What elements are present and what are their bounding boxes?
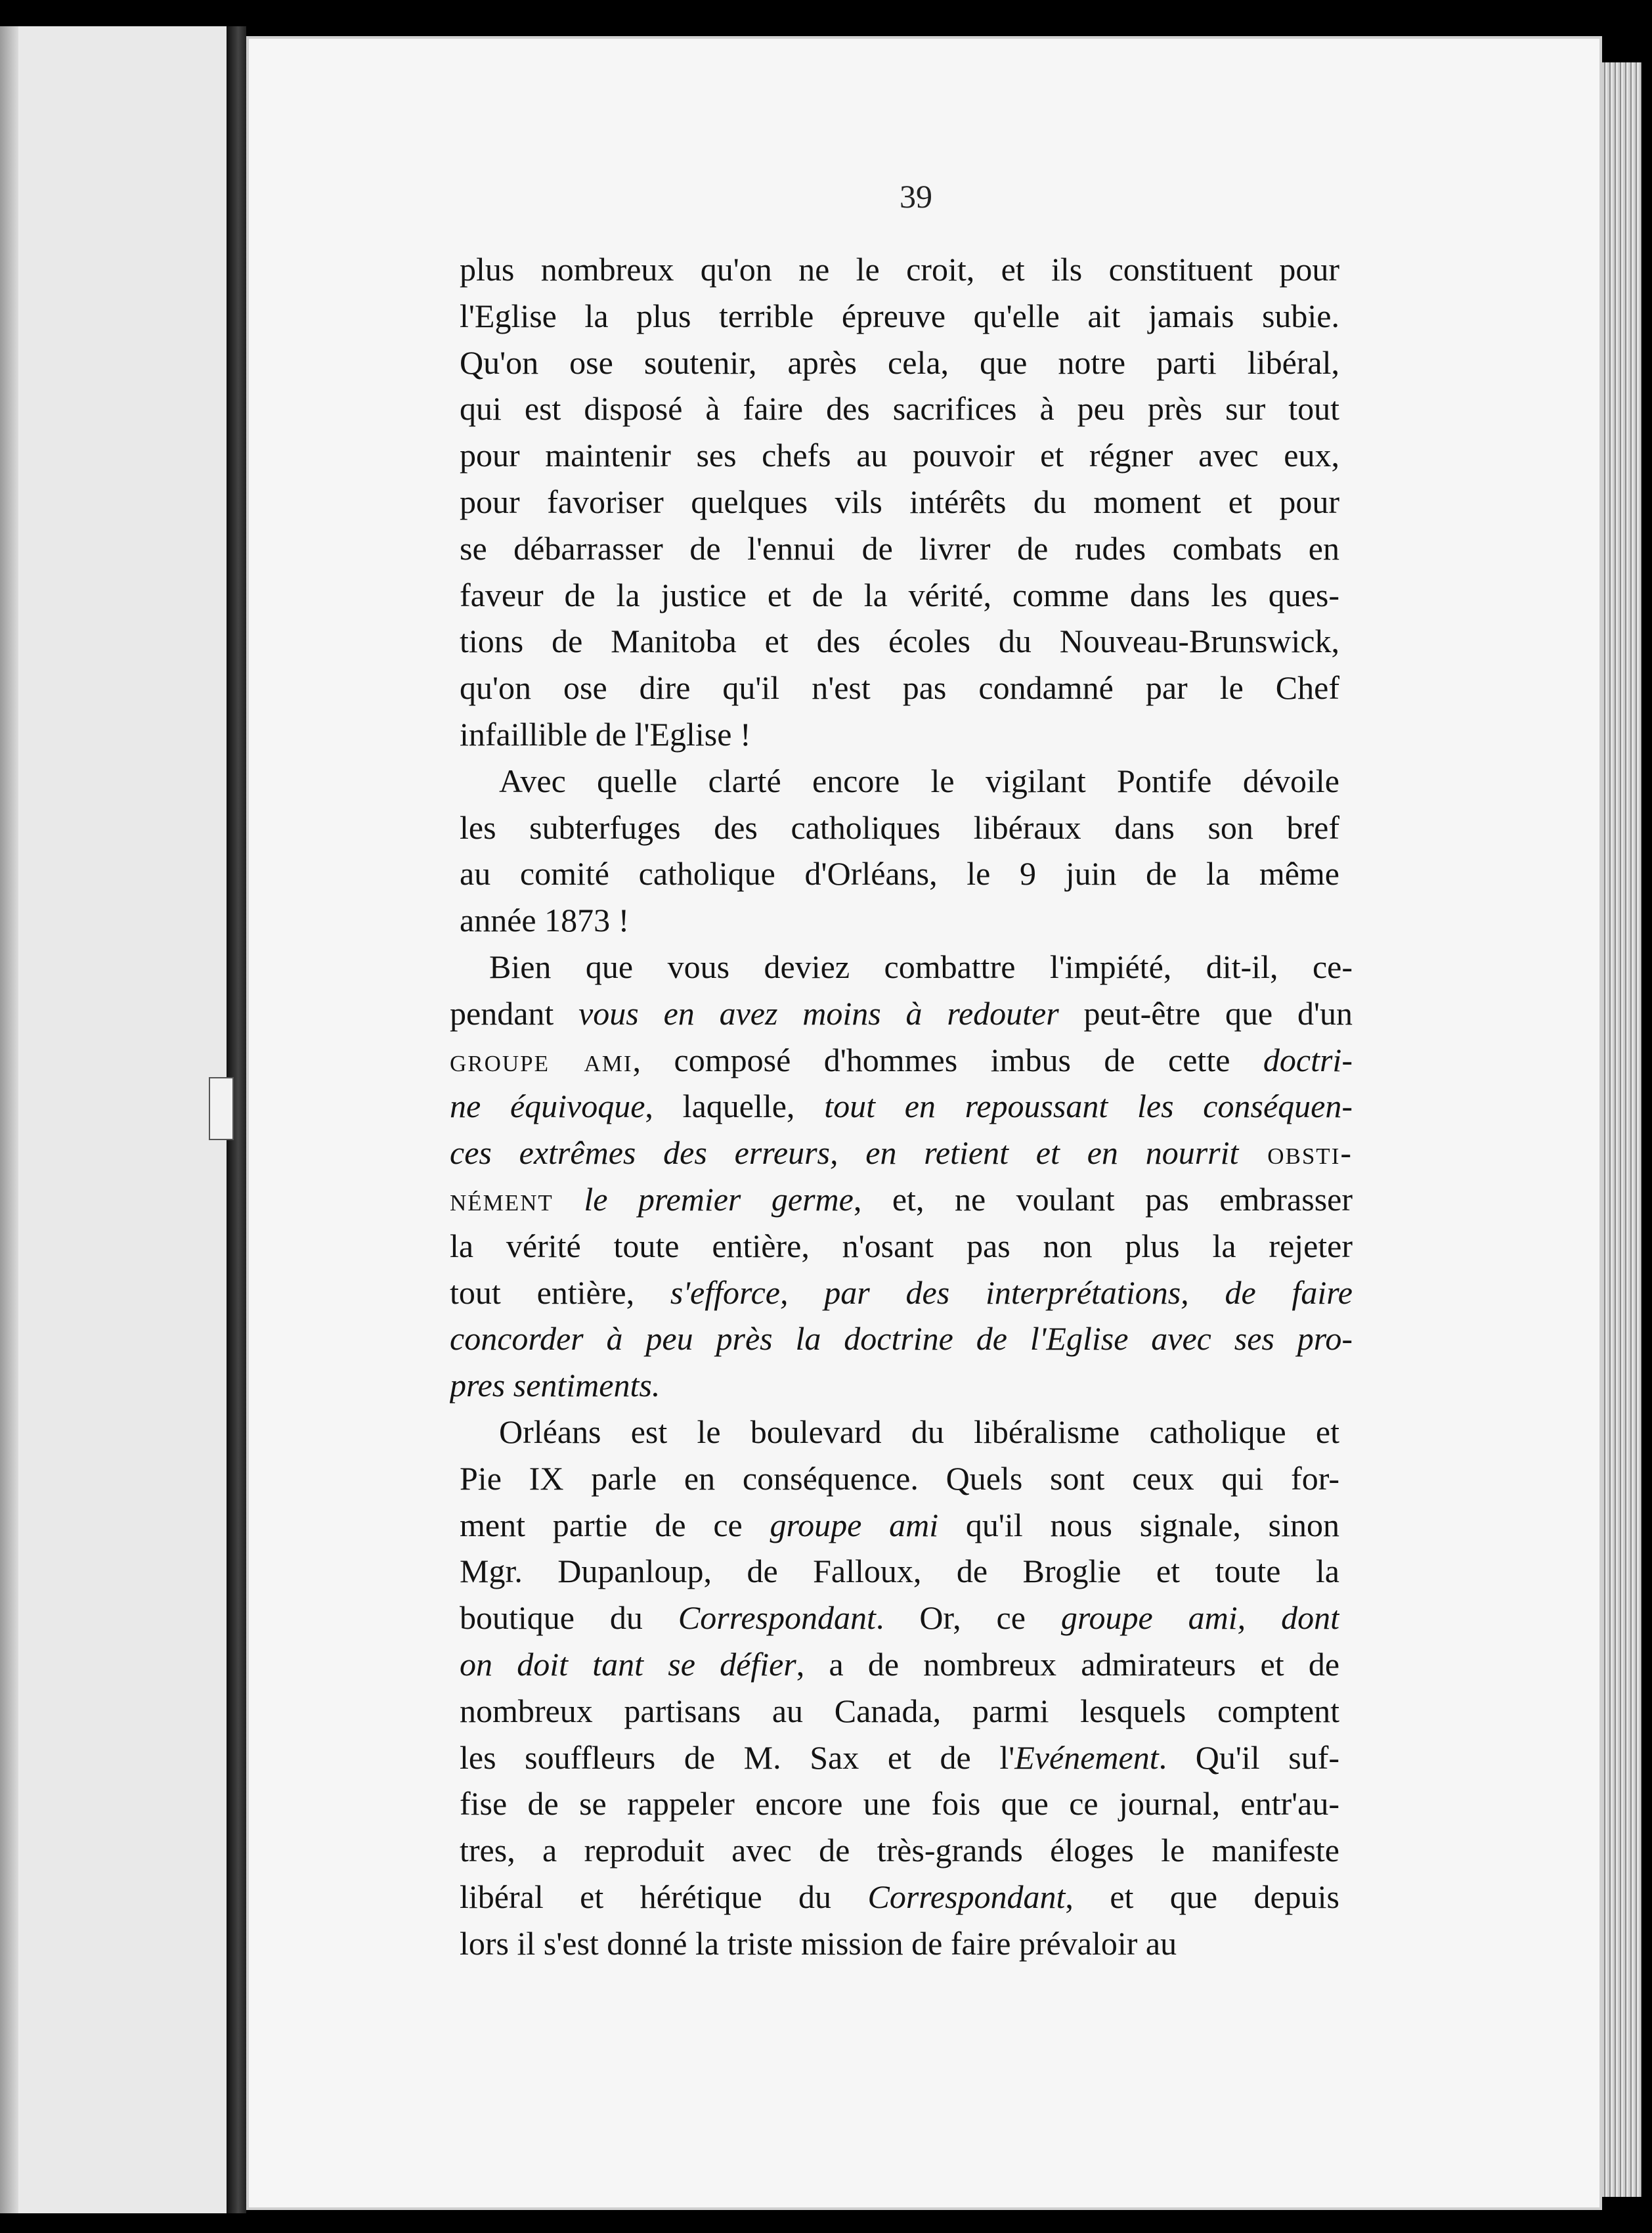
text-line: Qu'on ose soutenir, après cela, que notre parti libéral,	[460, 343, 1339, 381]
text-run: nombreux partisans au Canada, parmi lesquels comptent	[460, 1692, 1339, 1729]
text-line: pour favoriser quelques vils intérêts du moment et pour	[460, 483, 1339, 520]
text-line: tions de Manitoba et des écoles du Nouveau-Brunswick,	[460, 623, 1339, 660]
text-line	[450, 1130, 1353, 1176]
page-stack-edges	[1602, 62, 1641, 2197]
text-line	[450, 944, 1353, 990]
text-run: ment partie de ce	[460, 1506, 770, 1543]
text-run: Bien que vous deviez combattre l'impiété, dit-il, ce-	[489, 948, 1353, 985]
small-caps-run: nément	[450, 1180, 554, 1218]
text-line: qu'on ose dire qu'il n'est pas condamné par le Chef	[460, 669, 1339, 707]
italic-run: Correspondant	[867, 1878, 1066, 1915]
text-run: peut-être que d'un	[1058, 994, 1353, 1032]
italic-run: groupe ami	[770, 1506, 939, 1543]
text-line	[450, 1315, 1353, 1362]
body-paragraph	[460, 246, 1339, 758]
italic-run: pres sentiments.	[450, 1367, 661, 1404]
left-page-edge	[0, 26, 230, 2213]
text-line	[460, 1874, 1339, 1920]
italic-run: groupe ami, dont	[1060, 1599, 1339, 1637]
text-line: Avec quelle clarté encore le vigilant Pontife dévoile	[499, 762, 1339, 799]
italic-run: ces extrêmes des erreurs, en retient et en nourrit	[450, 1134, 1239, 1172]
text-run: tres, a reproduit avec de très-grands éloges le manifeste	[460, 1832, 1339, 1869]
text-run: qu'il nous signale, sinon	[938, 1506, 1339, 1543]
text-line: se débarrasser de l'ennui de livrer de rudes combats en	[460, 529, 1339, 567]
text-line	[450, 1083, 1353, 1130]
page-number: 39	[900, 178, 932, 215]
small-caps-run: groupe ami	[450, 1041, 633, 1078]
page-text	[450, 246, 1353, 1966]
text-run: tout entière,	[450, 1273, 670, 1311]
italic-run: concorder à peu près la doctrine de l'Eglise avec ses pro-	[450, 1320, 1353, 1358]
text-line: l'Eglise la plus terrible épreuve qu'elle ait jamais subie.	[460, 297, 1339, 334]
italic-run: ne équivoque	[450, 1088, 645, 1125]
italic-run: on doit tant se défier	[460, 1645, 796, 1683]
text-line	[450, 1270, 1353, 1316]
text-run: pendant	[450, 994, 579, 1032]
text-line	[460, 1688, 1339, 1735]
text-line: plus nombreux qu'on ne le croit, et ils constituent pour	[460, 251, 1339, 288]
text-line	[460, 1920, 1339, 1967]
body-paragraph	[460, 758, 1339, 944]
text-line	[460, 1548, 1339, 1595]
italic-run: tout en repoussant les conséquen-	[824, 1088, 1353, 1125]
text-line	[450, 1362, 1353, 1409]
quoted-paragraph	[450, 944, 1353, 1409]
text-run: , composé d'hommes imbus de cette	[632, 1041, 1263, 1078]
text-line	[460, 1641, 1339, 1688]
text-run: , et que depuis	[1065, 1878, 1339, 1915]
italic-run: le premier germe	[584, 1180, 854, 1218]
text-run: . Or, ce	[875, 1599, 1061, 1637]
italic-run: s'efforce, par des interprétations, de faire	[670, 1273, 1353, 1311]
paper-tab	[209, 1077, 234, 1140]
text-run: libéral et hérétique du	[460, 1878, 868, 1915]
text-line: qui est disposé à faire des sacrifices à peu près sur tout	[460, 390, 1339, 428]
small-caps-run: obsti-	[1238, 1134, 1353, 1172]
text-run: la vérité toute entière, n'osant pas non plus la rejeter	[450, 1227, 1353, 1264]
text-line	[450, 1037, 1353, 1084]
left-page-shadow	[0, 26, 18, 2213]
text-line: faveur de la justice et de la vérité, comme dans les ques-	[460, 576, 1339, 613]
italic-run: Evénement	[1014, 1738, 1159, 1776]
text-run: , laquelle,	[645, 1088, 825, 1125]
text-run: fise de se rappeler encore une fois que ce journal, entr'au-	[460, 1785, 1339, 1823]
text-line	[460, 1780, 1339, 1827]
text-line	[460, 1827, 1339, 1874]
text-run: Pie IX parle en conséquence. Quels sont ceux qui for-	[460, 1459, 1339, 1497]
text-line	[460, 1455, 1339, 1502]
text-run: , a de nombreux admirateurs et de	[796, 1645, 1339, 1683]
text-line: infaillible de l'Eglise !	[460, 715, 751, 753]
text-line	[450, 990, 1353, 1037]
text-line: les subterfuges des catholiques libéraux dans son bref	[460, 808, 1339, 846]
text-line: année 1873 !	[460, 902, 630, 939]
text-run: Mgr. Dupanloup, de Falloux, de Broglie et toute la	[460, 1553, 1339, 1590]
text-run: lors il s'est donné la triste mission de faire prévaloir au	[460, 1924, 1177, 1962]
text-line	[450, 1223, 1353, 1270]
text-line	[460, 1502, 1339, 1549]
text-line	[460, 1595, 1339, 1641]
text-run: Orléans est le boulevard du libéralisme catholique et	[499, 1413, 1339, 1450]
text-run: boutique du	[460, 1599, 678, 1637]
text-run: . Qu'il suf-	[1158, 1738, 1339, 1776]
text-run	[554, 1181, 584, 1218]
italic-run: Correspondant	[678, 1599, 876, 1637]
text-run: les souffleurs de M. Sax et de l'	[460, 1738, 1015, 1776]
text-line: au comité catholique d'Orléans, le 9 juin de la même	[460, 855, 1339, 893]
text-line	[460, 1409, 1339, 1455]
text-line	[460, 1735, 1339, 1781]
italic-run: doctri-	[1263, 1041, 1353, 1078]
text-run: , et, ne voulant pas embrasser	[853, 1180, 1353, 1218]
text-line	[450, 1176, 1353, 1223]
body-paragraph	[460, 1409, 1339, 1967]
italic-run: vous en avez moins à redouter	[578, 994, 1059, 1032]
text-line: pour maintenir ses chefs au pouvoir et régner avec eux,	[460, 437, 1339, 474]
